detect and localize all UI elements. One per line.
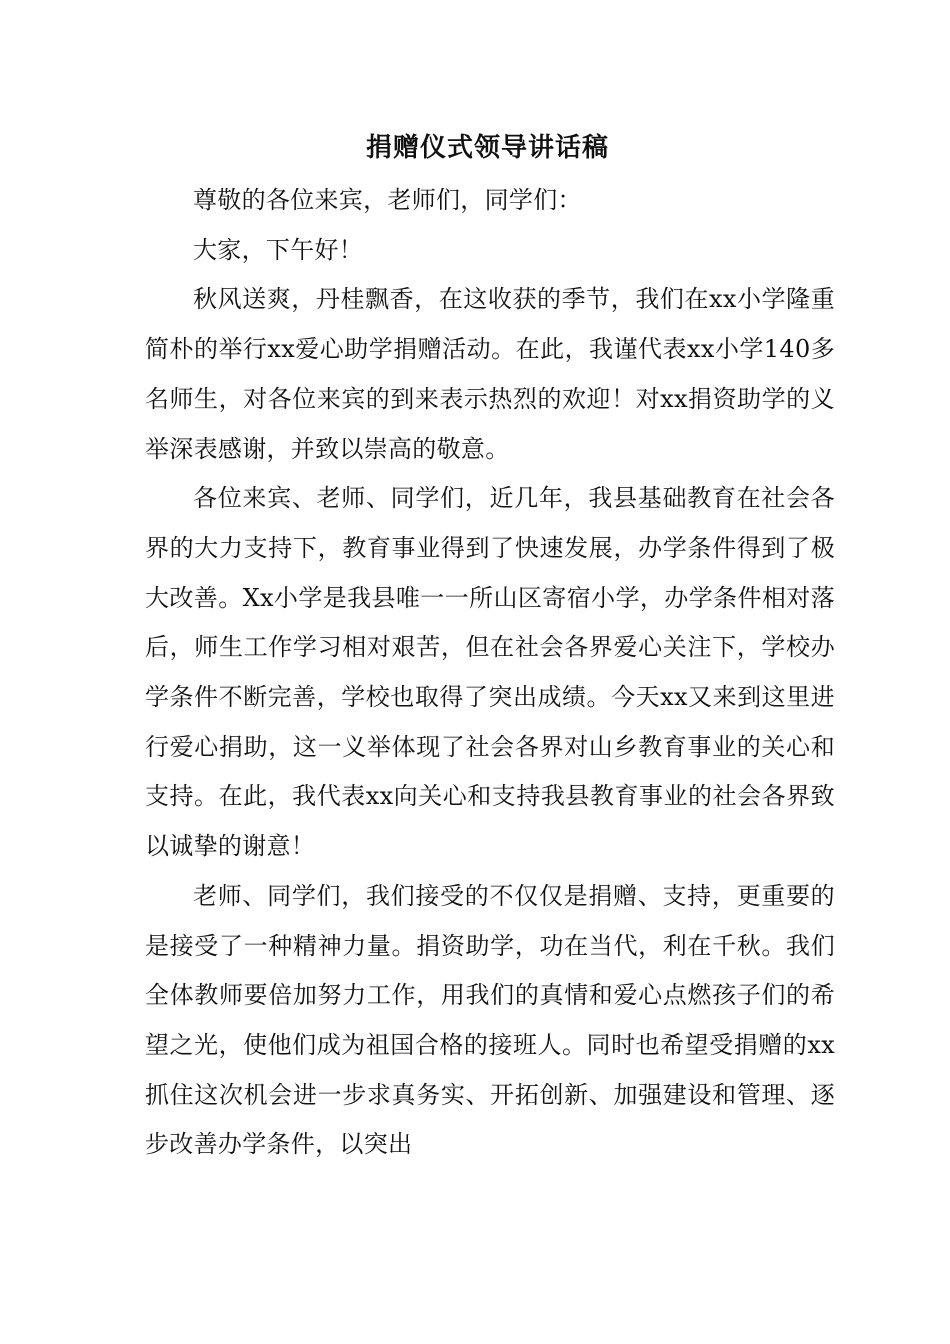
body-paragraph-2: 各位来宾、老师、同学们，近几年，我县基础教育在社会各界的大力支持下，教育事业得到了快速发展，办学条件得到了极大改善。Xx小学是我县唯一一所山区寄宿小学，办学条件相对落后，师生工作学习相对艰苦，但在社会各界爱心关注下，学校办学条件不断完善，学校也取得了突出成绩。今天xx又来到这里进行爱心捐助，这一义举体现了社会各界对山乡教育事业的关心和支持。在此，我代表xx向关心和支持我县教育事业的社会各界致以诚挚的谢意！ bbox=[145, 484, 835, 861]
greeting-paragraph: 大家，下午好！ bbox=[193, 235, 364, 264]
document-body bbox=[145, 176, 835, 1170]
salutation-paragraph: 尊敬的各位来宾，老师们，同学们： bbox=[193, 186, 582, 214]
body-paragraph-3: 老师、同学们，我们接受的不仅仅是捐赠、支持，更重要的是接受了一种精神力量。捐资助学，功在当代，利在千秋。我们全体教师要倍加努力工作，用我们的真情和爱心点燃孩子们的希望之光，使他们成为祖国合格的接班人。同时也希望受捐赠的xx抓住这次机会进一步求真务实、开拓创新、加强建设和管理、逐步改善办学条件，以突出 bbox=[145, 881, 835, 1159]
body-paragraph-1: 秋风送爽，丹桂飘香，在这收获的季节，我们在xx小学隆重简朴的举行xx爱心助学捐赠活动。在此，我谨代表xx小学140多名师生，对各位来宾的到来表示热烈的欢迎！对xx捐资助学的义举深表感谢，并致以崇高的敬意。 bbox=[145, 285, 835, 463]
document-title: 捐赠仪式领导讲话稿 bbox=[365, 133, 609, 163]
